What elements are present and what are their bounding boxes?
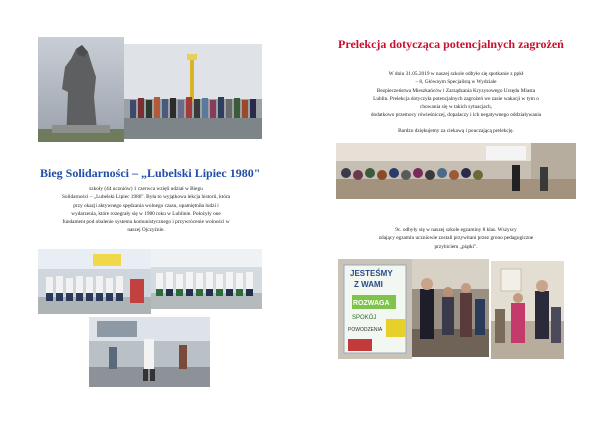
monument-photo <box>38 37 124 142</box>
egzamin-line: przybiciem „piątki". <box>434 243 478 250</box>
sign-text: ROZWAGA <box>353 300 390 307</box>
sign-photo <box>338 259 412 359</box>
prelekcja-paragraph <box>336 70 576 120</box>
bieg-line: szkoły (44 uczniów) 1 czerwca wzięli udział w Biegu <box>89 186 203 192</box>
greeting-photo-1 <box>412 259 489 357</box>
prelekcja-line: dodatkowo przemocy rówieśniczej, dopalaczy i ich negatywnego oddziaływania <box>370 112 542 119</box>
prelekcja-line: W dniu 31.05.2019 w naszej szkole odbyło się spotkanie z ppkł <box>388 71 524 77</box>
section-title-prelekcja: Prelekcja dotycząca potencjalnych zagrożeń <box>338 37 564 51</box>
greeting-photo-2 <box>491 261 564 359</box>
lecture-photo <box>336 143 576 199</box>
prelekcja-line: – 8, Głównym Specjalistą w Wydziale <box>415 79 497 86</box>
sign-text: POWODZENIA <box>348 327 383 333</box>
sign-text: Z WAMI <box>354 280 383 289</box>
bieg-line: naszej Ojczyźnie. <box>127 227 165 234</box>
thanks-text: Bardzo dziękujemy za ciekawą i pouczającą prelekcję. <box>398 128 514 134</box>
sign-text: SPOKÓJ <box>352 315 377 321</box>
sign-text: JESTEŚMY <box>350 269 393 278</box>
group-photo-pier <box>124 44 262 139</box>
egzamin-paragraph <box>336 226 576 251</box>
prelekcja-line: Lublin. Prelekcja dotyczyła potencjalnych zagrożeń we zasie wakacji w tym o <box>373 95 539 102</box>
run-photo-1 <box>38 249 151 314</box>
run-photo-2 <box>151 249 262 309</box>
run-photo-3 <box>89 317 210 387</box>
prelekcja-line: Bezpieczeństwa Mieszkańców i Zarządzania Kryzysowego Urzędu Miasta <box>376 87 536 94</box>
prelekcja-line: chowania się w takich sytuacjach, <box>420 104 492 111</box>
bieg-line: fundament pod obalenie systemu komunistycznego i przywrócenie wolności w <box>62 219 230 226</box>
bieg-paragraph <box>26 185 266 235</box>
egzamin-line: 9c. odbyły się w naszej szkole egzaminy 8 klas. Wszyscy <box>395 227 517 233</box>
section-title-bieg: Bieg Solidarności – „Lubelski Lipiec 1980" <box>40 166 261 180</box>
bieg-line: wydarzenia, które rozegrały się w 1980 roku w Lublinie. Położyły one <box>71 210 221 217</box>
bieg-line: Solidarności – „Lubelski Lipiec 1980". Była to wyjątkowa lekcja historii, która <box>61 194 231 201</box>
egzamin-line: zdający egzamin uczniowie zostali przywitani przez grono pedagogiczne <box>378 235 534 242</box>
bieg-line: przy okazji aktywnego spędzania wolnego czasu, upamiętniła ludzi i <box>73 202 219 209</box>
